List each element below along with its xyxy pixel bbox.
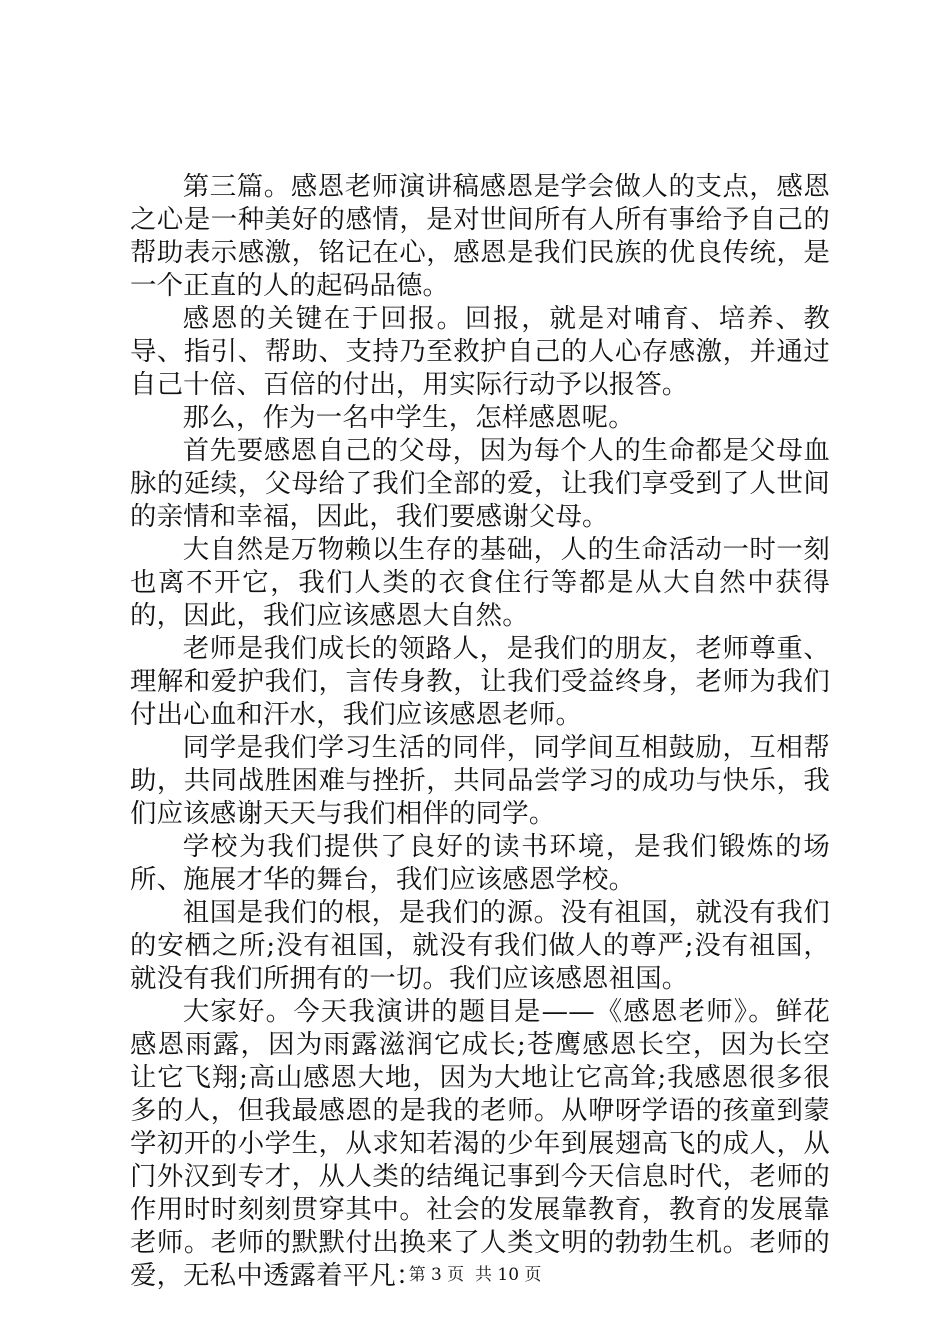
page-number: 第 3 页 共 10 页 bbox=[408, 1265, 542, 1285]
paragraph: 大家好。今天我演讲的题目是——《感恩老师》。鲜花感恩雨露，因为雨露滋润它成长;苍鹰感恩长空，因为长空让它飞翔;高山感恩大地，因为大地让它高耸;我感恩很多很多的人，但我最感恩的是我的老师。从咿呀学语的孩童到蒙学初开的小学生，从求知若渴的少年到展翅高飞的成人，从门外汉到专才，从人类的结绳记事到今天信息时代，老师的作用时时刻刻贯穿其中。社会的发展靠教育，教育的发展靠老师。老师的默默付出换来了人类文明的勃勃生机。老师的爱，无私中透露着平凡： bbox=[130, 996, 830, 1291]
document-body bbox=[130, 170, 830, 1292]
paragraph: 祖国是我们的根，是我们的源。没有祖国，就没有我们的安栖之所;没有祖国，就没有我们做人的尊严;没有祖国，就没有我们所拥有的一切。我们应该感恩祖国。 bbox=[130, 897, 830, 994]
paragraph: 感恩的关键在于回报。回报，就是对哺育、培养、教导、指引、帮助、支持乃至救护自己的人心存感激，并通过自己十倍、百倍的付出，用实际行动予以报答。 bbox=[130, 303, 830, 400]
page-footer bbox=[0, 1264, 950, 1286]
paragraph: 第三篇。感恩老师演讲稿感恩是学会做人的支点，感恩之心是一种美好的感情，是对世间所有人所有事给予自己的帮助表示感激，铭记在心，感恩是我们民族的优良传统，是一个正直的人的起码品德。 bbox=[130, 171, 830, 301]
paragraph: 首先要感恩自己的父母，因为每个人的生命都是父母血脉的延续，父母给了我们全部的爱，让我们享受到了人世间的亲情和幸福，因此，我们要感谢父母。 bbox=[130, 435, 830, 532]
paragraph: 大自然是万物赖以生存的基础，人的生命活动一时一刻也离不开它，我们人类的衣食住行等都是从大自然中获得的，因此，我们应该感恩大自然。 bbox=[130, 534, 830, 631]
paragraph: 同学是我们学习生活的同伴，同学间互相鼓励，互相帮助，共同战胜困难与挫折，共同品尝学习的成功与快乐，我们应该感谢天天与我们相伴的同学。 bbox=[130, 732, 830, 829]
paragraph: 老师是我们成长的领路人，是我们的朋友，老师尊重、理解和爱护我们，言传身教，让我们受益终身，老师为我们付出心血和汗水，我们应该感恩老师。 bbox=[130, 633, 830, 730]
paragraph: 学校为我们提供了良好的读书环境，是我们锻炼的场所、施展才华的舞台，我们应该感恩学校。 bbox=[130, 831, 830, 895]
paragraph: 那么，作为一名中学生，怎样感恩呢。 bbox=[182, 402, 635, 433]
